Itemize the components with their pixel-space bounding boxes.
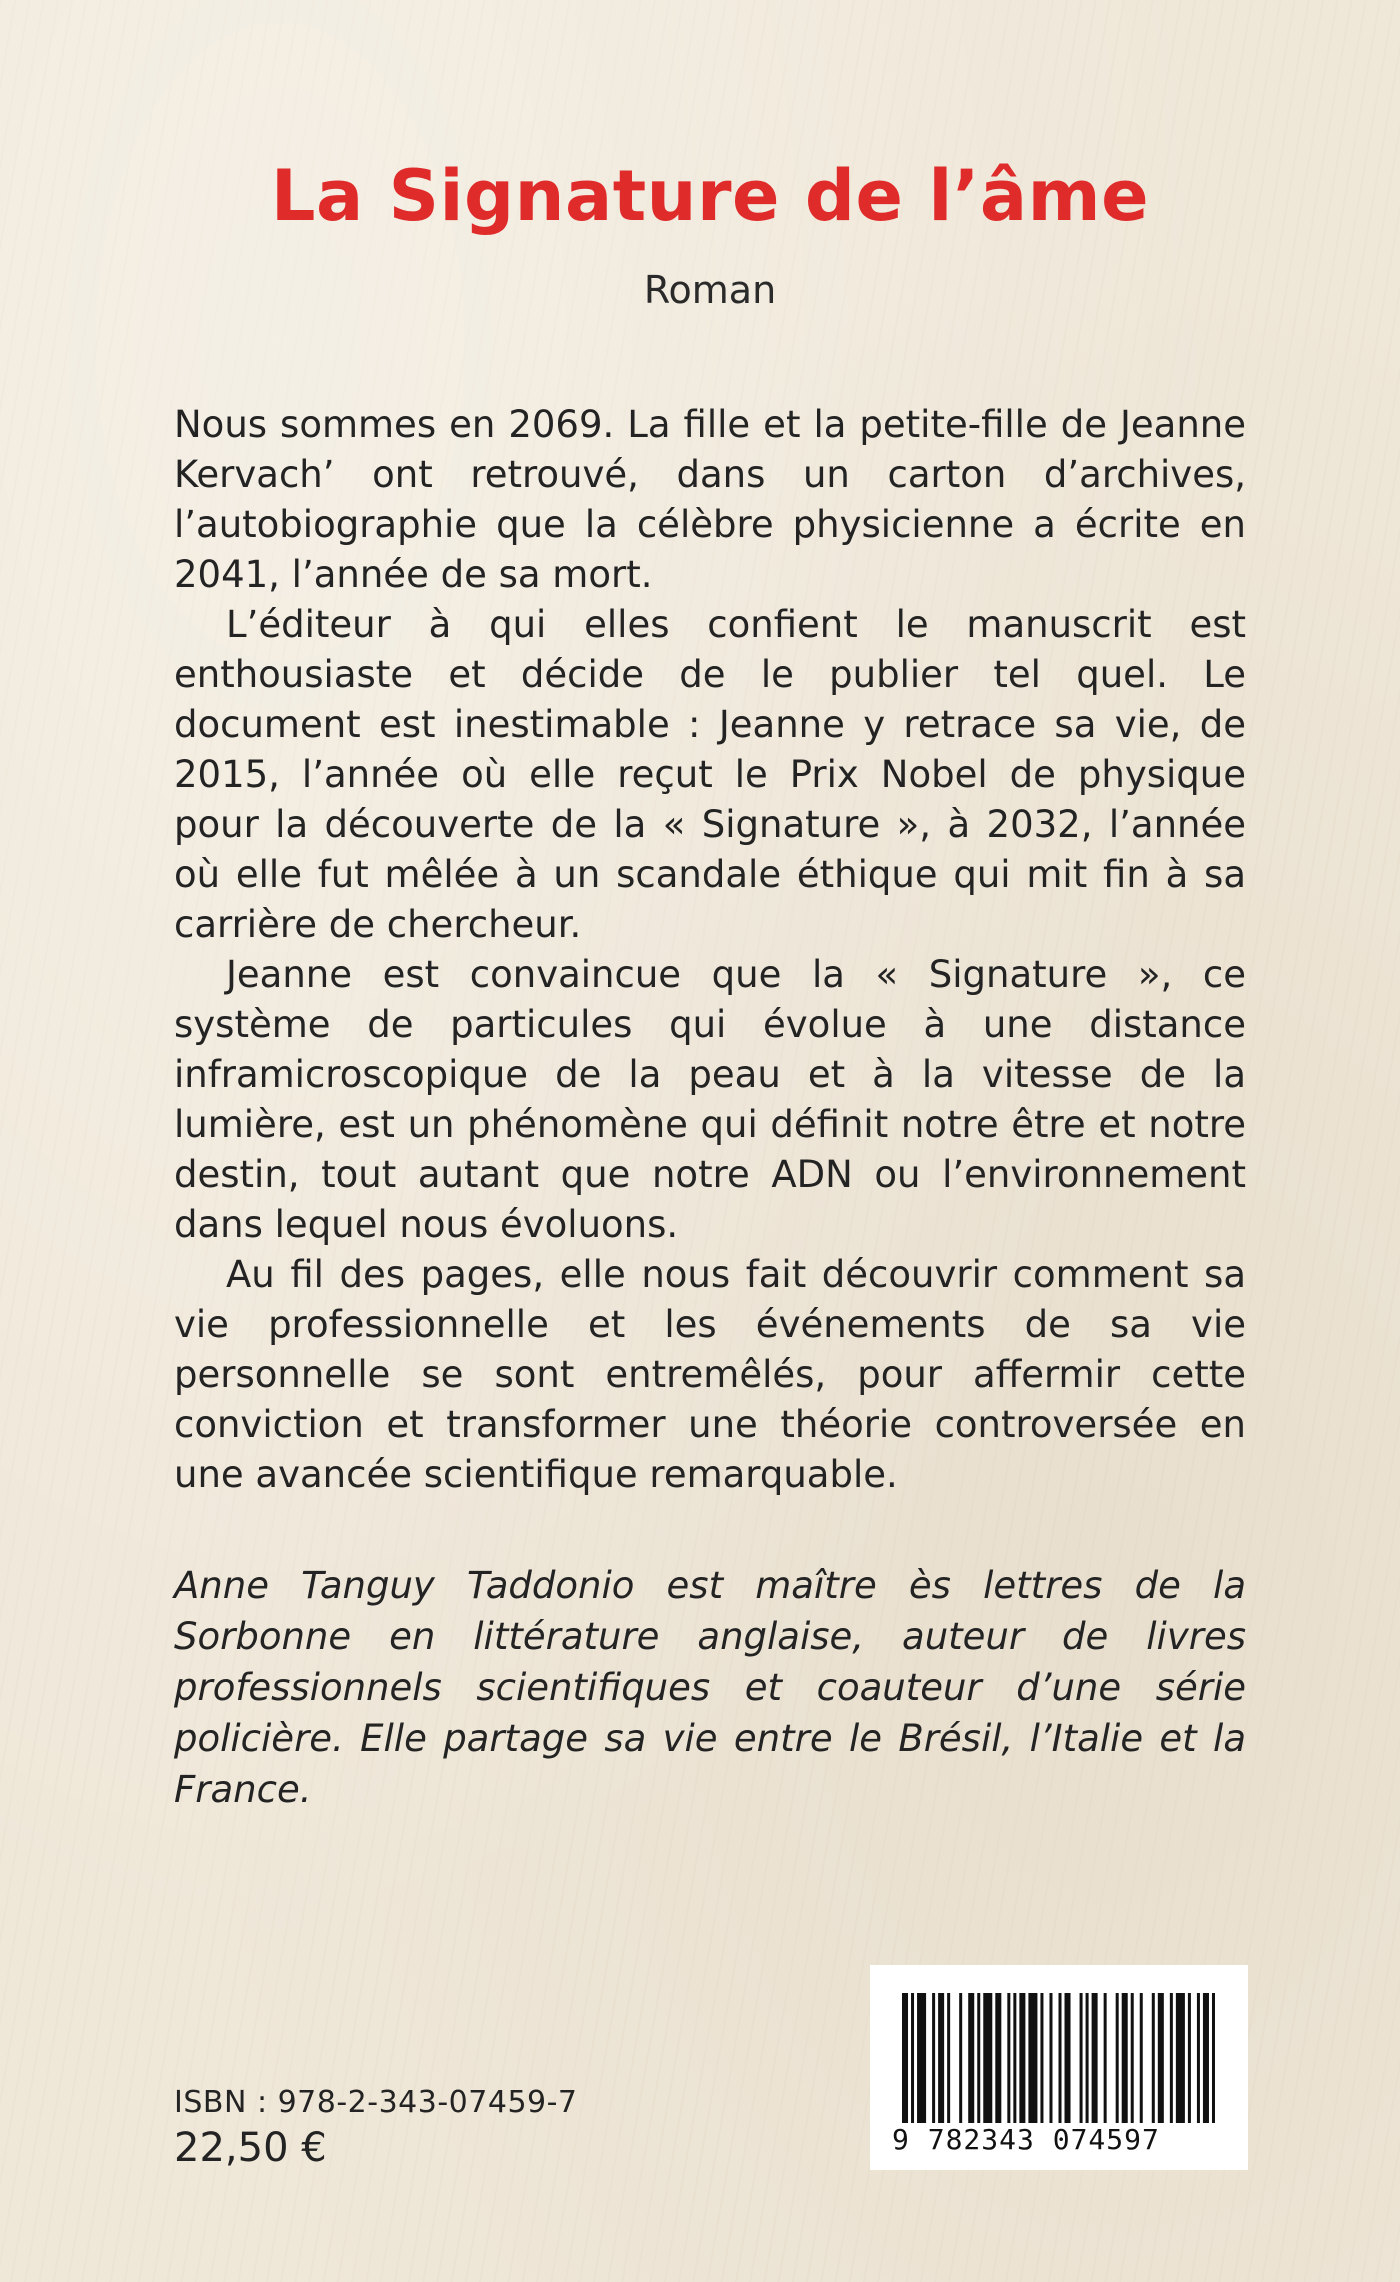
- barcode-bar: [1131, 1993, 1134, 2123]
- barcode-bar: [1176, 1993, 1185, 2123]
- barcode-bar: [1170, 1993, 1173, 2123]
- barcode-bar: [995, 1993, 1001, 2123]
- barcode-bar: [947, 1993, 950, 2123]
- barcode-bar: [1116, 1993, 1119, 2123]
- barcode-bar: [1028, 1993, 1037, 2123]
- barcode-bar: [1059, 1993, 1062, 2123]
- barcode-bar: [1049, 1993, 1052, 2123]
- barcode-bar: [1104, 1993, 1107, 2123]
- barcode-bar: [1122, 1993, 1128, 2123]
- barcode-bar: [983, 1993, 992, 2123]
- barcode-bar: [1158, 1993, 1164, 2123]
- barcode-bar: [1212, 1993, 1215, 2123]
- barcode-bar: [1019, 1993, 1025, 2123]
- synopsis: [174, 400, 1246, 1500]
- barcode-bar: [917, 1993, 926, 2123]
- barcode-bar: [1152, 1993, 1155, 2123]
- book-genre: Roman: [643, 268, 777, 312]
- barcode-bar: [938, 1993, 944, 2123]
- barcode-bar: [1013, 1993, 1016, 2123]
- author-bio-paragraph: [174, 1560, 1246, 1815]
- barcode-digits: 9 782343 074597: [892, 2123, 1160, 2156]
- barcode-bar: [1140, 1993, 1143, 2123]
- barcode-bar: [1188, 1993, 1191, 2123]
- barcode-bar: [968, 1993, 974, 2123]
- synopsis-paragraph: Jeanne est convaincue que la « Signature », ce système de particules qui évolue à une distance inframicroscopique de la peau et à la vitesse de la lumière, est un phénomène qui définit notre être et notre destin, tout autant que notre ADN ou l’environnement dans lequel nous évoluons.: [174, 953, 1246, 1246]
- barcode-bar: [932, 1993, 935, 2123]
- isbn: ISBN : 978-2-343-07459-7: [174, 2085, 578, 2120]
- barcode-bar: [1086, 1993, 1089, 2123]
- barcode-bar: [1203, 1993, 1209, 2123]
- barcode-bar: [1080, 1993, 1083, 2123]
- book-title: La Signature de l’âme: [270, 155, 1150, 237]
- author-bio: [174, 1560, 1246, 1815]
- synopsis-paragraph: Nous sommes en 2069. La fille et la petite-fille de Jeanne Kervach’ ont retrouvé, dans un carton d’archives, l’autobiographie que la célèbre physicienne a écrite en 2041, l’année de sa mort.: [174, 403, 1246, 596]
- author-name: Anne Tanguy Taddonio: [174, 1564, 635, 1607]
- barcode: [870, 1965, 1248, 2170]
- barcode-bar: [1040, 1993, 1043, 2123]
- barcode-bar: [959, 1993, 962, 2123]
- barcode-bar: [1007, 1993, 1010, 2123]
- synopsis-paragraph: Au fil des pages, elle nous fait découvrir comment sa vie professionnelle et les événements de sa vie personnelle se sont entremêlés, pour affermir cette conviction et transformer une théorie controversée en une avancée scientifique remarquable.: [174, 1253, 1246, 1496]
- barcode-bar: [1092, 1993, 1098, 2123]
- background-script-ornament: ​: [24, 40, 36, 114]
- barcode-bars-icon: [902, 1993, 1218, 2123]
- barcode-bar: [1065, 1993, 1071, 2123]
- synopsis-paragraph: L’éditeur à qui elles confient le manuscrit est enthousiaste et décide de le publier tel quel. Le document est inestimable : Jeanne y retrace sa vie, de 2015, l’année où elle reçut le Prix Nobel de physique pour la découverte de la « Signature », à 2032, l’année où elle fut mêlée à un scandale éthique qui mit fin à sa carrière de chercheur.: [174, 603, 1246, 946]
- author-bio-text: est maître ès lettres de la Sorbonne en littérature anglaise, auteur de livres professionnels scientifiques et coauteur d’une série policière. Elle partage sa vie entre le Brésil, l’Italie et la France.: [174, 1564, 1246, 1811]
- price: 22,50 €: [174, 2125, 327, 2171]
- barcode-bar: [902, 1993, 908, 2123]
- barcode-bar: [911, 1993, 914, 2123]
- barcode-bar: [977, 1993, 980, 2123]
- barcode-bar: [1197, 1993, 1200, 2123]
